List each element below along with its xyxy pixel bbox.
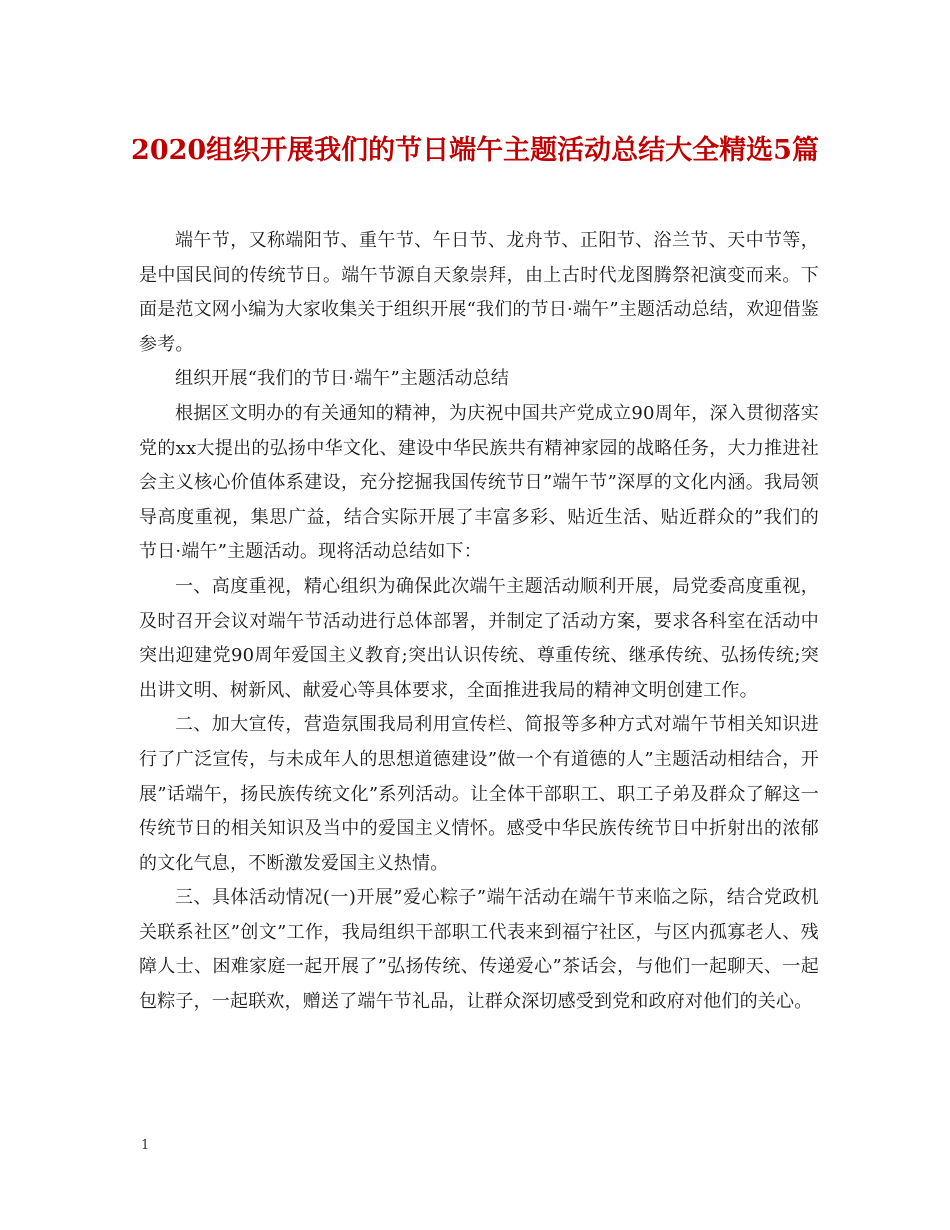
paragraph-intro: 端午节，又称端阳节、重午节、午日节、龙舟节、正阳节、浴兰节、天中节等，是中国民间的传统节日。端午节源自天象崇拜，由上古时代龙图腾祭祀演变而来。下面是范文网小编为大家收集关于组织开展“我们的节日·端午”主题活动总结，欢迎借鉴参考。 — [139, 230, 819, 355]
paragraph-background: 根据区文明办的有关通知的精神，为庆祝中国共产党成立90周年，深入贯彻落实党的xx大提出的弘扬中华文化、建设中华民族共有精神家园的战略任务，大力推进社会主义核心价值体系建设，充分挖掘我国传统节日”端午节”深厚的文化内涵。我局领导高度重视，集思广益，结合实际开展了丰富多彩、贴近生活、贴近群众的”我们的节日·端午”主题活动。现将活动总结如下： — [139, 402, 819, 563]
paragraph-subtitle: 组织开展“我们的节日·端午”主题活动总结 — [175, 368, 510, 390]
document-body — [139, 224, 819, 1020]
page-number: 1 — [141, 1138, 150, 1153]
paragraph-section-two: 二、加大宣传，营造氛围我局利用宣传栏、简报等多种方式对端午节相关知识进行了广泛宣传，与未成年人的思想道德建设”做一个有道德的人”主题活动相结合，开展”话端午，扬民族传统文化”系列活动。让全体干部职工、职工子弟及群众了解这一传统节日的相关知识及当中的爱国主义情怀。感受中华民族传统节日中折射出的浓郁的文化气息，不断激发爱国主义热情。 — [139, 714, 819, 874]
document-title: 2020组织开展我们的节日端午主题活动总结大全精选5篇 — [131, 135, 819, 166]
paragraph-section-three: 三、具体活动情况(一)开展”爱心粽子”端午活动在端午节来临之际，结合党政机关联系社区”创文”工作，我局组织干部职工代表来到福宁社区，与区内孤寡老人、残障人士、困难家庭一起开展了”弘扬传统、传递爱心”茶话会，与他们一起聊天、一起包粽子，一起联欢，赠送了端午节礼品，让群众深切感受到党和政府对他们的关心。 — [139, 887, 819, 1013]
paragraph-section-one: 一、高度重视，精心组织为确保此次端午主题活动顺利开展，局党委高度重视，及时召开会议对端午节活动进行总体部署，并制定了活动方案，要求各科室在活动中突出迎建党90周年爱国主义教育;突出认识传统、尊重传统、继承传统、弘扬传统;突出讲文明、树新风、献爱心等具体要求，全面推进我局的精神文明创建工作。 — [139, 575, 819, 701]
